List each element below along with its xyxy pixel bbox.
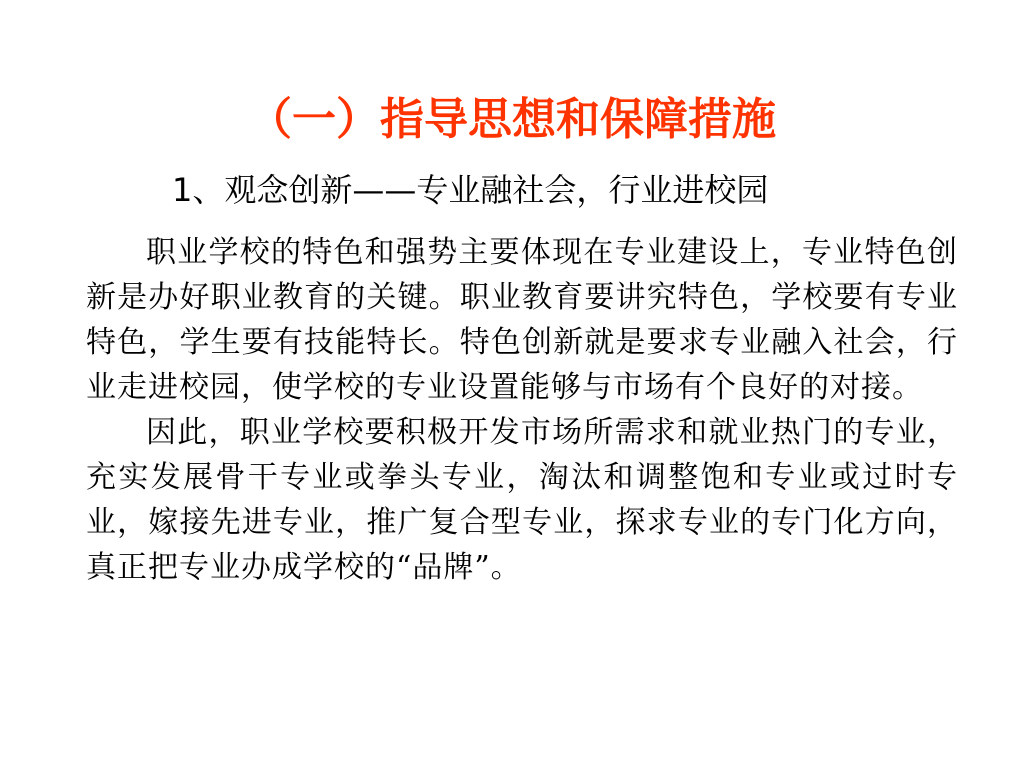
body-paragraph-2: 因此，职业学校要积极开发市场所需求和就业热门的专业，充实发展骨干专业或拳头专业，淘汰和调整饱和专业或过时专业，嫁接先进专业，推广复合型专业，探求专业的专门化方向，真正把专业办成学校的“品牌”。 bbox=[86, 415, 958, 585]
slide-body bbox=[86, 230, 958, 590]
body-paragraph-1: 职业学校的特色和强势主要体现在专业建设上，专业特色创新是办好职业教育的关键。职业教育要讲究特色，学校要有专业特色，学生要有技能特长。特色创新就是要求专业融入社会，行业走进校园，使学校的专业设置能够与市场有个良好的对接。 bbox=[86, 235, 958, 405]
slide-title: （一）指导思想和保障措施 bbox=[248, 94, 776, 145]
slide-subtitle: 1、观念创新——专业融社会，行业进校园 bbox=[172, 171, 769, 209]
